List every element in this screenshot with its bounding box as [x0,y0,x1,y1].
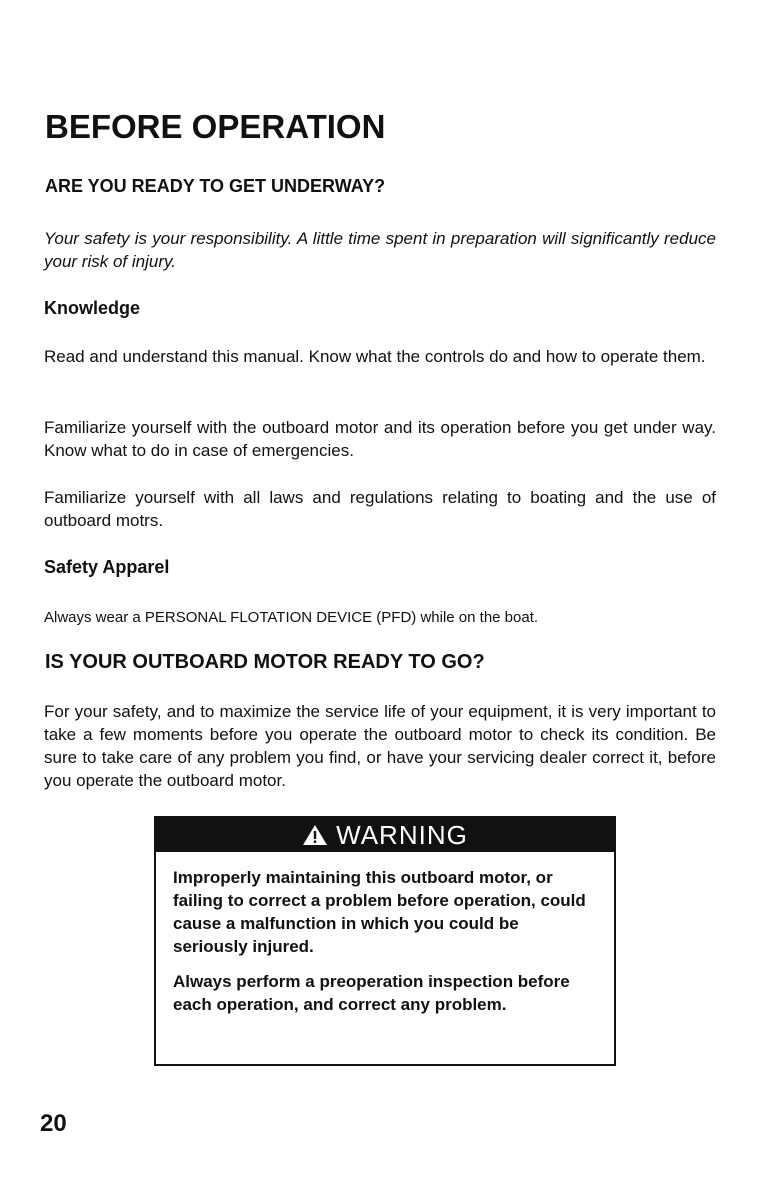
warning-triangle-icon [302,824,328,846]
section-heading-ready: ARE YOU READY TO GET UNDERWAY? [45,176,386,196]
warning-box [154,816,616,1066]
safety-apparel-paragraph: Always wear a PERSONAL FLOTATION DEVICE (PFD) while on the boat. [44,609,539,626]
warning-body [156,852,614,1016]
knowledge-heading: Knowledge [44,298,141,318]
warning-paragraph-1: Improperly maintaining this outboard motor, or failing to correct a problem before operation, could cause a malfunction in which you could be seriously injured. [173,868,586,956]
page-title: BEFORE OPERATION [45,108,386,145]
section-heading-motor-ready: IS YOUR OUTBOARD MOTOR READY TO GO? [45,651,485,673]
warning-label: WARNING [336,819,468,850]
motor-ready-paragraph: For your safety, and to maximize the service life of your equipment, it is very important to take a few moments before you operate the outboard motor to check its condition. Be sure to take care of any problem you find, or have your servicing dealer correct it, before you operate the outboard motor. [44,702,716,790]
knowledge-paragraph-1: Read and understand this manual. Know what the controls do and how to operate them. [44,347,706,366]
knowledge-paragraph-3: Familiarize yourself with all laws and regulations relating to boating and the use of outboard motrs. [44,488,716,530]
warning-header [156,818,614,852]
intro-paragraph: Your safety is your responsibility. A little time spent in preparation will significantly reduce your risk of injury. [44,229,716,271]
warning-paragraph-2: Always perform a preoperation inspection before each operation, and correct any problem. [173,972,570,1014]
safety-apparel-heading: Safety Apparel [44,557,170,577]
page-number: 20 [40,1110,67,1137]
knowledge-paragraph-2: Familiarize yourself with the outboard motor and its operation before you get under way. Know what to do in case of emergencies. [44,418,716,460]
